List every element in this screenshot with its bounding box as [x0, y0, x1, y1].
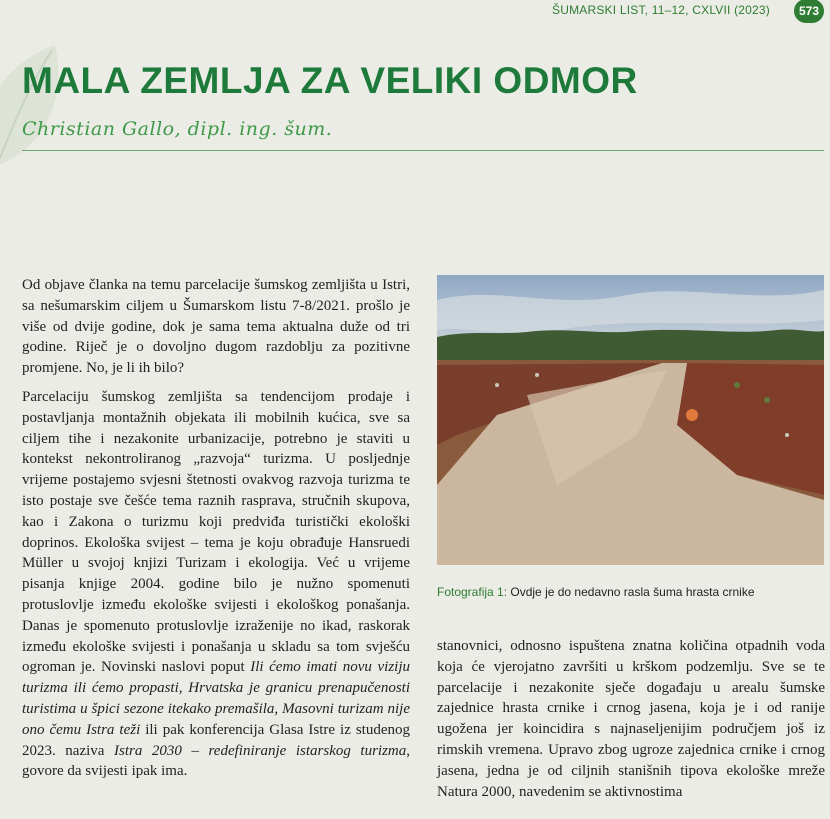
- paragraph-text: , govore da svijesti ipak ima.: [22, 742, 411, 780]
- paragraph-intro: Od objave članka na temu parcelacije šumskog zemljišta u Istri, sa nešumarskim ciljem u Šumarskom listu 7-8/2021. prošlo je više od dvije godine, dok je sama tema aktualna duže od tri godine. Riječ je o dovoljno dugom razdoblju za pozitivne promjene. No, je li ih bilo?: [22, 277, 410, 377]
- title-divider: [22, 150, 824, 151]
- article-photo: [437, 275, 824, 565]
- article-author: Christian Gallo, dipl. ing. šum.: [22, 118, 333, 140]
- italic-conference: Istra 2030 – redefiniranje istarskog turizma: [114, 742, 407, 759]
- caption-label: Fotografija 1:: [437, 585, 508, 599]
- article-title: MALA ZEMLJA ZA VELIKI ODMOR: [22, 60, 638, 101]
- paragraph-text: ili pak konferencija Glasa Istre iz studenog 2023. naziva: [22, 721, 410, 759]
- italic-headlines: Ili ćemo imati novu viziju turizma ili ćemo propasti, Hrvatska je granicu prenapučenosti turistima u špici sezone itekako premašila, Masovni turizam nije ono čemu Istra teži: [22, 659, 410, 738]
- journal-header: ŠUMARSKI LIST, 11–12, CXLVII (2023): [552, 3, 770, 17]
- paragraph-text: Parcelaciju šumskog zemljišta sa tendencijom prodaje i postavljanja montažnih objekata ili mobilnih kućica, sve sa ciljem tihe i nezakonite urbanizacije, potrebno je staviti u kontekst nekontroliranog „razvoja“ turizma. U posljednje vrijeme postajemo svjesni štetnosti ovakvog razvoja turizma te isto postaje sve češće tema raznih rasprava, stručnih skupova, kao i Zakona o turizmu koji predviđa turistički ekološki doprinos. Ekološka svijest – tema je koju obrađuje Hansruedi Müller u svojoj knjizi Turizam i ekologija. Već u vrijeme pisanja knjige 2004. godine bilo je nužno spomenuti protuslovlje između ekološke svijesti i ekološkog ponašanja. Danas je spomenuto protuslovlje izraženije no ikad, raskorak između ekološke svijesti i ponašanja u skladu sa tom svješću ogroman je. Novinski naslovi poput: [22, 388, 410, 676]
- caption-text: Ovdje je do nedavno rasla šuma hrasta crnike: [507, 585, 755, 599]
- photo-caption: [437, 585, 825, 599]
- right-column: [437, 636, 825, 802]
- paragraph-continuation: stanovnici, odnosno ispuštena znatna količina otpadnih voda koja će vjerojatno završiti u krškom podzemlju. Sve se te parcelacije i nezakonite sječe događaju u arealu šumske zajednice hrasta crnike i crnog jasena, koja je i od ranije ugožena jer koincidira s najnaseljenijim područjem još iz rimskih vremena. Upravo zbog ugroze zajednica crnike i crnog jasena, jedna je od ciljnih stanišnih tipova ekološke mreže Natura 2000, navedenim se aktivnostima: [437, 638, 825, 800]
- paragraph-tourism: [22, 387, 410, 782]
- page-number-badge: 573: [794, 0, 824, 23]
- left-column: [22, 275, 410, 790]
